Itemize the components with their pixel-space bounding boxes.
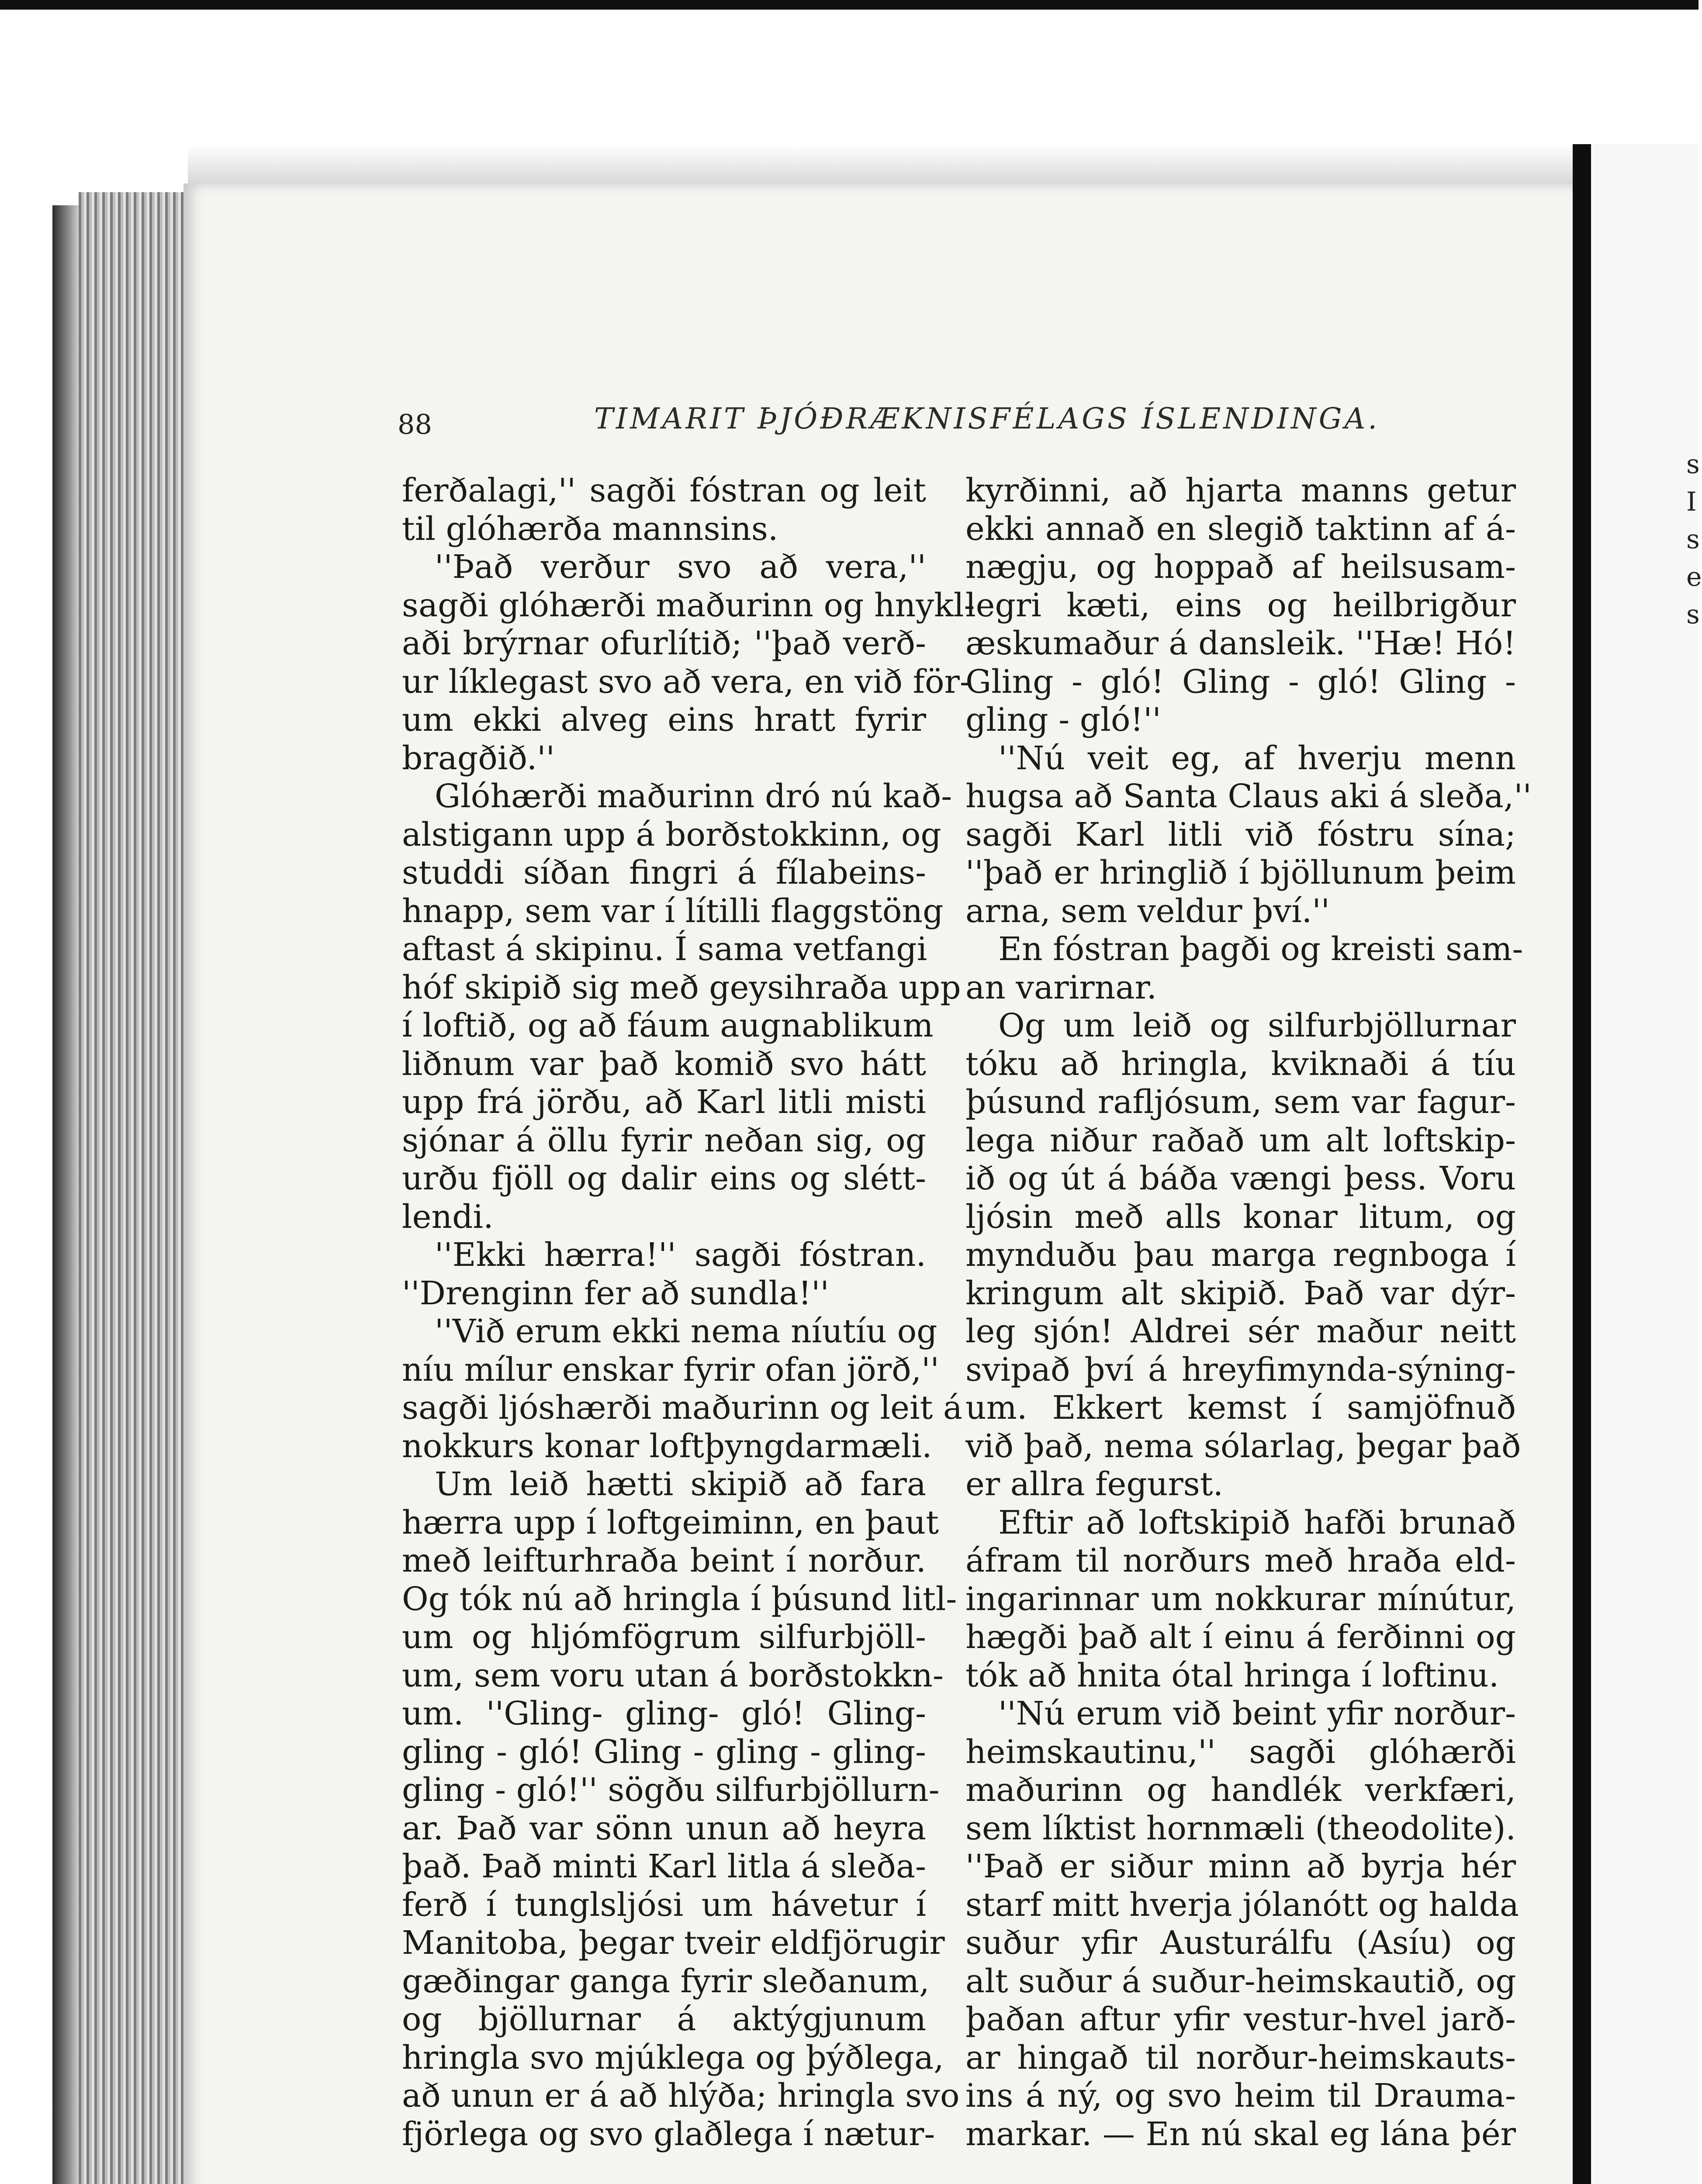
- scan-border: [0, 0, 1699, 10]
- text-line: ur líklegast svo að vera, en við för-: [402, 663, 971, 701]
- text-line: starf mitt hverja jólanótt og halda: [965, 1886, 1519, 1924]
- text-line: gæðingar ganga fyrir sleðanum,: [402, 1962, 930, 2000]
- text-line: um, sem voru utan á borðstokkn-: [402, 1656, 944, 1694]
- text-line: sem líktist hornmæli (theodolite).: [965, 1809, 1516, 1847]
- text-line: og bjöllurnar á aktýgjunum: [402, 2001, 926, 2038]
- text-line: Manitoba, þegar tveir eldfjörugir: [402, 1924, 945, 1962]
- text-line: upp frá jörðu, að Karl litli misti: [402, 1083, 926, 1121]
- text-line: kyrðinni, að hjarta manns getur: [965, 472, 1516, 509]
- text-line: til glóhærða mannsins.: [402, 510, 778, 548]
- text-line: ar. Það var sönn unun að heyra: [402, 1809, 926, 1847]
- text-line: sjónar á öllu fyrir neðan sig, og: [402, 1121, 926, 1159]
- text-line: svipað því á hreyfimynda-sýning-: [965, 1351, 1516, 1389]
- right-text-column: [965, 472, 1532, 2153]
- text-line: ''Það verður svo að vera,'': [435, 548, 926, 586]
- text-line: tók að hnita ótal hringa í loftinu.: [965, 1656, 1499, 1694]
- running-title: TIMARIT ÞJÓÐRÆKNISFÉLAGS ÍSLENDINGA.: [594, 402, 1380, 435]
- text-line: hægði það alt í einu á ferðinni og: [965, 1618, 1516, 1656]
- text-line: Eftir að loftskipið hafði brunað: [998, 1503, 1516, 1541]
- text-line: nægju, og hoppað af heilsusam-: [965, 548, 1516, 586]
- text-line: æskumaður á dansleik. ''Hæ! Hó!: [965, 625, 1516, 662]
- text-line: hringla svo mjúklega og þýðlega,: [402, 2039, 944, 2077]
- text-line: mynduðu þau marga regnboga í: [965, 1236, 1516, 1274]
- text-line: lega niður raðað um alt loftskip-: [965, 1121, 1516, 1159]
- text-line: aftast á skipinu. Í sama vetfangi: [402, 930, 927, 968]
- text-line: um. ''Gling- gling- gló! Gling-: [402, 1695, 926, 1732]
- next-page-edge-text: [1686, 446, 1702, 633]
- text-line: maðurinn og handlék verkfæri,: [965, 1771, 1516, 1809]
- text-line: það. Það minti Karl litla á sleða-: [402, 1848, 926, 1885]
- text-line: arna, sem veldur því.'': [965, 892, 1330, 930]
- text-line: Glóhærði maðurinn dró nú kað-: [435, 778, 952, 815]
- text-line: þúsund rafljósum, sem var fagur-: [965, 1083, 1516, 1121]
- text-line: hóf skipið sig með geysihraða upp: [402, 968, 961, 1006]
- book-spine-edge: [52, 205, 79, 2184]
- text-line: nokkurs konar loftþyngdarmæli.: [402, 1427, 932, 1465]
- text-line: aði brýrnar ofurlítið; ''það verð-: [402, 625, 926, 662]
- text-line: hugsa að Santa Claus aki á sleða,'': [965, 778, 1532, 815]
- text-line: sagði ljóshærði maðurinn og leit á: [402, 1389, 963, 1427]
- text-line: heimskautinu,'' sagði glóhærði: [965, 1733, 1516, 1771]
- text-line: suður yfir Austurálfu (Asíu) og: [965, 1924, 1516, 1962]
- text-line: ins á ný, og svo heim til Drauma-: [965, 2077, 1516, 2115]
- text-line: ferð í tunglsljósi um hávetur í: [402, 1886, 926, 1924]
- text-line: hærra upp í loftgeiminn, en þaut: [402, 1503, 939, 1541]
- left-text-column: [402, 472, 975, 2153]
- text-line: ljósin með alls konar litum, og: [965, 1198, 1516, 1236]
- text-line: um og hljómfögrum silfurbjöll-: [402, 1618, 926, 1656]
- text-line: við það, nema sólarlag, þegar það: [965, 1427, 1521, 1465]
- text-line: ''Við erum ekki nema níutíu og: [435, 1313, 937, 1350]
- text-line: studdi síðan fingri á fílabeins-: [402, 854, 926, 892]
- text-line: að unun er á að hlýða; hringla svo: [402, 2077, 960, 2115]
- next-page-glyph: e: [1686, 562, 1702, 592]
- next-page-strip: [1591, 144, 1702, 2184]
- text-line: þaðan aftur yfir vestur-hvel jarð-: [965, 2001, 1516, 2038]
- gutter-shadow: [1573, 144, 1591, 2184]
- text-line: ''það er hringlið í bjöllunum þeim: [965, 854, 1516, 892]
- next-page-glyph: I: [1686, 487, 1697, 517]
- text-line: markar. — En nú skal eg lána þér: [965, 2115, 1516, 2153]
- text-line: í loftið, og að fáum augnablikum: [402, 1007, 934, 1044]
- text-line: ekki annað en slegið taktinn af á-: [965, 510, 1516, 548]
- text-line: níu mílur enskar fyrir ofan jörð,'': [402, 1351, 939, 1389]
- text-line: gling - gló!'': [965, 701, 1161, 739]
- text-line: Gling - gló! Gling - gló! Gling -: [965, 663, 1516, 701]
- text-line: ið og út á báða vængi þess. Voru: [965, 1160, 1516, 1197]
- text-line: lendi.: [402, 1198, 494, 1236]
- text-line: liðnum var það komið svo hátt: [402, 1045, 926, 1083]
- next-page-glyph: s: [1686, 449, 1700, 480]
- text-line: sagði Karl litli við fóstru sína;: [965, 816, 1516, 854]
- text-line: alt suður á suður-heimskautið, og: [965, 1962, 1516, 2000]
- text-line: gling - gló!'' sögðu silfurbjöllurn-: [402, 1771, 940, 1809]
- text-line: ''Drenginn fer að sundla!'': [402, 1274, 829, 1312]
- text-line: kringum alt skipið. Það var dýr-: [965, 1274, 1516, 1312]
- text-line: hnapp, sem var í lítilli flaggstöng: [402, 892, 944, 930]
- text-line: gling - gló! Gling - gling - gling-: [402, 1733, 926, 1771]
- text-line: Og um leið og silfurbjöllurnar: [998, 1007, 1516, 1044]
- text-line: Og tók nú að hringla í þúsund litl-: [402, 1580, 957, 1618]
- text-line: sagði glóhærði maðurinn og hnykl-: [402, 586, 975, 624]
- text-line: ''Það er siður minn að byrja hér: [965, 1848, 1516, 1885]
- text-line: legri kæti, eins og heilbrigður: [965, 586, 1516, 624]
- text-line: ''Ekki hærra!'' sagði fóstran.: [435, 1236, 926, 1274]
- text-line: Um leið hætti skipið að fara: [435, 1465, 926, 1503]
- next-page-glyph: s: [1686, 524, 1700, 555]
- text-line: tóku að hringla, kviknaði á tíu: [965, 1045, 1516, 1083]
- text-line: ''Nú veit eg, af hverju menn: [998, 739, 1516, 777]
- text-line: ''Nú erum við beint yfir norður-: [998, 1695, 1516, 1732]
- text-line: En fóstran þagði og kreisti sam-: [998, 930, 1523, 968]
- page-top-shadow: [188, 144, 1577, 183]
- text-line: ferðalagi,'' sagði fóstran og leit: [402, 472, 926, 509]
- text-line: leg sjón! Aldrei sér maður neitt: [965, 1313, 1516, 1350]
- text-line: um. Ekkert kemst í samjöfnuð: [965, 1389, 1516, 1427]
- page-number: 88: [398, 408, 432, 440]
- text-line: er allra fegurst.: [965, 1465, 1223, 1503]
- text-line: fjörlega og svo glaðlega í nætur-: [402, 2115, 935, 2153]
- page-stack-edges: [79, 192, 188, 2184]
- text-line: ar hingað til norður-heimskauts-: [965, 2039, 1516, 2077]
- text-line: bragðið.'': [402, 739, 555, 777]
- text-line: ingarinnar um nokkurar mínútur,: [965, 1580, 1516, 1618]
- text-line: með leifturhraða beint í norður.: [402, 1542, 926, 1579]
- next-page-glyph: s: [1686, 599, 1700, 630]
- text-line: um ekki alveg eins hratt fyrir: [402, 701, 926, 739]
- text-line: alstigann upp á borðstokkinn, og: [402, 816, 941, 854]
- text-line: an varirnar.: [965, 968, 1157, 1006]
- text-line: urðu fjöll og dalir eins og slétt-: [402, 1160, 926, 1197]
- text-line: áfram til norðurs með hraða eld-: [965, 1542, 1516, 1579]
